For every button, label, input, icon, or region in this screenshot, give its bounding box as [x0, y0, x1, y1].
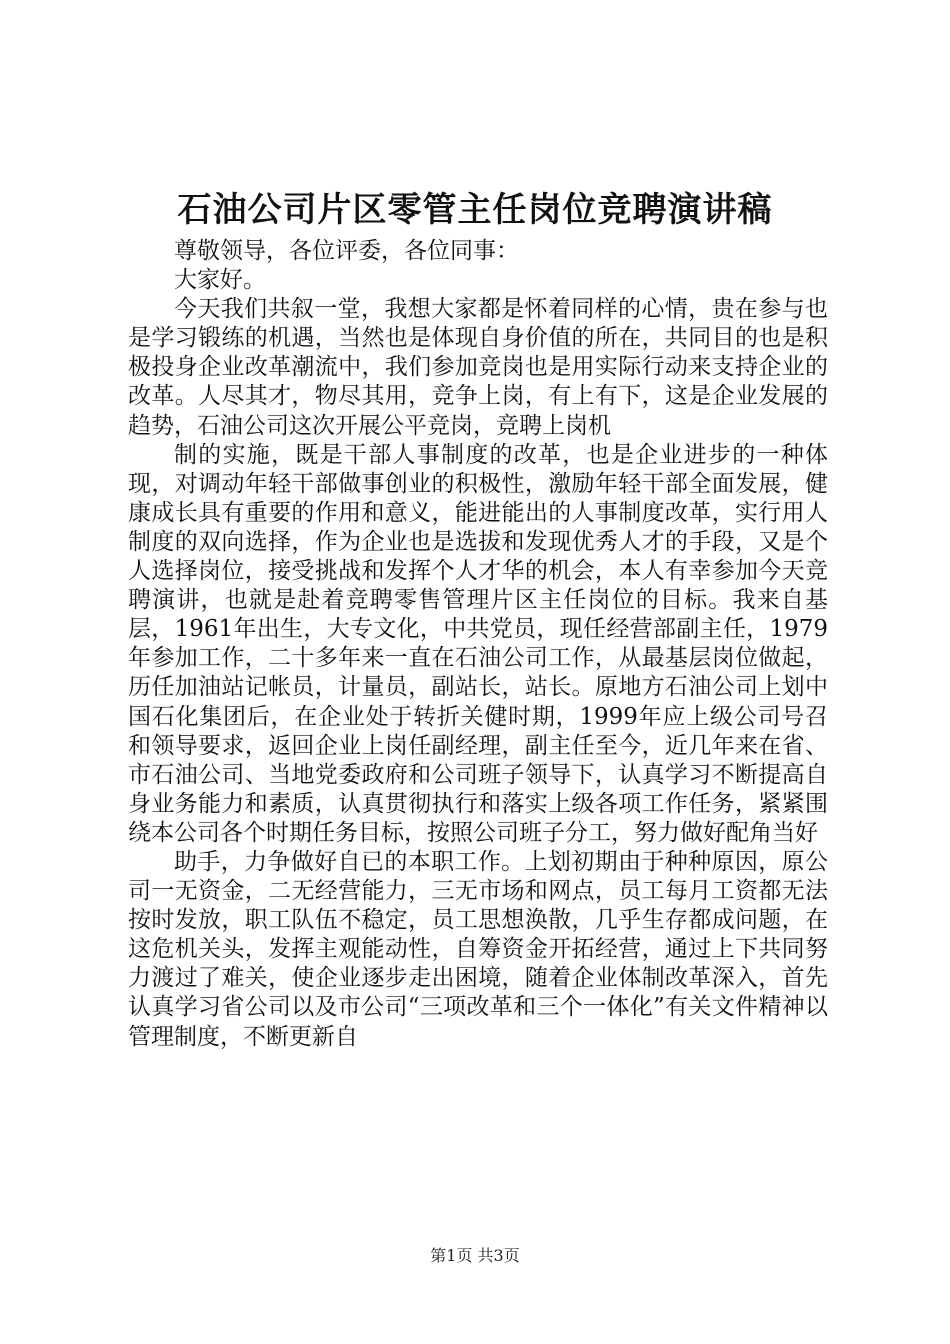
- document-title: 石油公司片区零管主任岗位竞聘演讲稿: [177, 190, 773, 230]
- page-number-footer: 第1页 共3页: [430, 1246, 520, 1265]
- document-body: [128, 237, 828, 1052]
- paragraph-body: 制的实施，既是干部人事制度的改革，也是企业进步的一种体现，对调动年轻干部做事创业的积极性，激励年轻干部全面发展，健康成长具有重要的作用和意义，能进能出的人事制度改革，实行用人制度的双向选择，作为企业也是选拔和发现优秀人才的手段，又是个人选择岗位，接受挑战和发挥个人才华的机会，本人有幸参加今天竞聘演讲，也就是赴着竞聘零售管理片区主任岗位的目标。我来自基层，1961年出生，大专文化，中共党员，现任经营部副主任，1979年参加工作，二十多年来一直在石油公司工作，从最基层岗位做起，历任加油站记帐员，计量员，副站长，站长。原地方石油公司上划中国石化集团后，在企业处于转折关健时期，1999年应上级公司号召和领导要求，返回企业上岗任副经理，副主任至今，近几年来在省、市石油公司、当地党委政府和公司班子领导下，认真学习不断提高自身业务能力和素质，认真贯彻执行和落实上级各项工作任务，紧紧围绕本公司各个时期任务目标，按照公司班子分工，努力做好配角当好: [128, 441, 828, 846]
- paragraph-body: 今天我们共叙一堂，我想大家都是怀着同样的心情，贵在参与也是学习锻练的机遇，当然也是体现自身价值的所在，共同目的也是积极投身企业改革潮流中，我们参加竞岗也是用实际行动来支持企业的改革。人尽其才，物尽其用，竞争上岗，有上有下，这是企业发展的趋势，石油公司这次开展公平竞岗，竞聘上岗机: [128, 296, 828, 439]
- paragraph-body: 助手，力争做好自已的本职工作。上划初期由于种种原因，原公司一无资金，二无经营能力，三无市场和网点，员工每月工资都无法按时发放，职工队伍不稳定，员工思想涣散，几乎生存都成问题，在这危机关头，发挥主观能动性，自筹资金开拓经营，通过上下共同努力渡过了难关，使企业逐步走出困境，随着企业体制改革深入，首先认真学习省公司以及市公司“三项改革和三个一体化”有关文件精神以管理制度，不断更新自: [128, 848, 828, 1050]
- paragraph-salutation: 尊敬领导，各位评委，各位同事：: [174, 238, 519, 264]
- paragraph-greeting: 大家好。: [174, 267, 266, 294]
